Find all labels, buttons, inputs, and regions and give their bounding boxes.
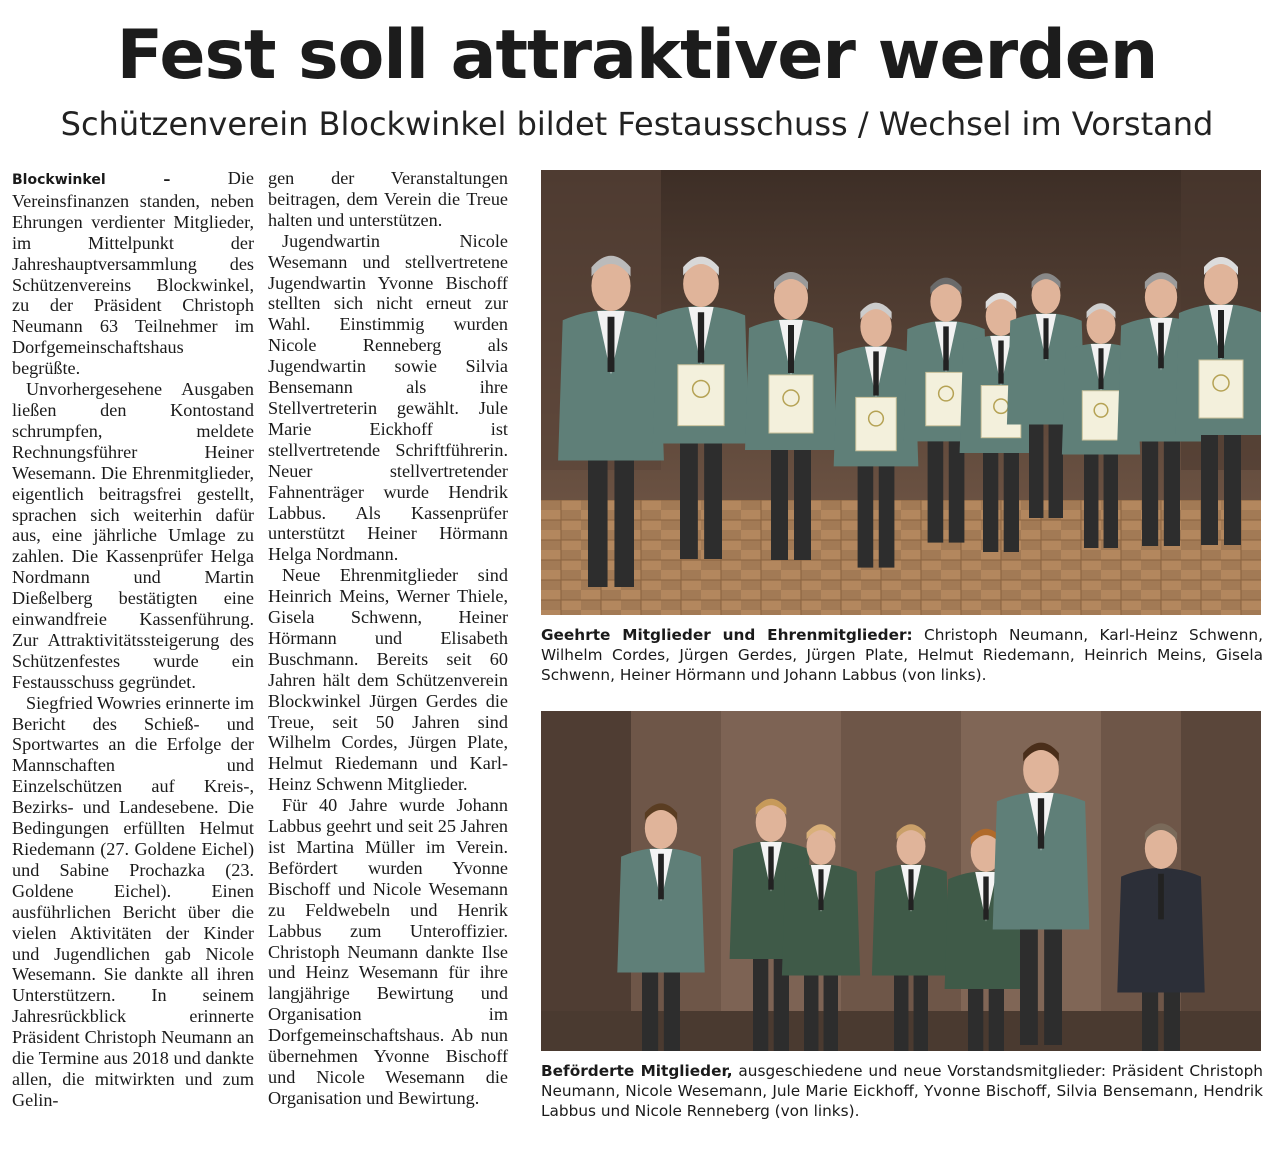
- paragraph: Siegfried Wowries erinnerte im Bericht des Schieß- und Sportwartes an die Erfolge der Mannschaften und Einzelschützen auf Kreis-, Bezirks- und Landesebene. Die Bedingungen erfüllten Helmut Riedemann (27. Goldene Eichel) und Sabine Prochazka (23. Goldene Eichel). Einen ausführlichen Bericht über die vielen Aktivitäten der Kinder und Jugendlichen gab Nicole Wesemann. Sie dankte all ihren Unterstützern. In seinem Jahresrückblick erinnerte Präsident Christoph Neumann an die Termine aus 2018 und dankte allen, die mitwirkten und zum Gelin-: [12, 692, 254, 1110]
- subheadline: Schützenverein Blockwinkel bildet Festausschuss / Wechsel im Vorstand: [60, 105, 1214, 143]
- paragraph: Unvorhergesehene Ausgaben ließen den Kontostand schrumpfen, meldete Rechnungsführer Heiner Wesemann. Die Ehrenmitglieder, eigentlich beitragsfrei gestellt, sprachen sich weiterhin dafür aus, eine jährliche Umlage zu zahlen. Die Kassenprüfer Helga Nordmann und Martin Dießelberg bestätigten eine einwandfreie Kassenführung. Zur Attraktivitätssteigerung des Schützenfestes wurde ein Festausschuss gegründet.: [12, 379, 254, 692]
- group-photo-honored-members: [541, 170, 1261, 615]
- paragraph: Für 40 Jahre wurde Johann Labbus geehrt und seit 25 Jahren ist Martina Müller im Verein. Befördert wurden Yvonne Bischoff und Nicole Wesemann zu Feldwebeln und Henrik Labbus zum Unteroffizier. Christoph Neumann dankte Ilse und Heinz Wesemann für ihre langjährige Bewirtung und Organisation im Dorfgemeinschaftshaus. Ab nun übernehmen Yvonne Bischoff und Nicole Wesemann die Organisation und Bewirtung.: [268, 795, 508, 1108]
- paragraph: [12, 168, 254, 379]
- group-photo-promoted-members: [541, 711, 1261, 1051]
- paragraph: Neue Ehrenmitglieder sind Heinrich Meins, Werner Thiele, Gisela Schwenn, Heiner Hörmann und Elisabeth Buschmann. Bereits seit 60 Jahren hält dem Schützenverein Blockwinkel Jürgen Gerdes die Treue, seit 50 Jahren sind Wilhelm Cordes, Jürgen Plate, Helmut Riedemann und Karl-Heinz Schwenn Mitglieder.: [268, 565, 508, 795]
- paragraph-text: Die Vereinsfinanzen standen, neben Ehrungen verdienter Mitglieder, im Mittelpunkt der Jahreshauptversammlung des Schützenvereins Blockwinkel, zu der Präsident Christoph Neumann 63 Teilnehmer im Dorfgemeinschaftshaus begrüßte.: [12, 168, 254, 379]
- caption-lead: Beförderte Mitglieder,: [541, 1062, 733, 1080]
- article-column-2: [268, 168, 508, 1109]
- photo-caption-1: [541, 625, 1263, 685]
- caption-text: Christoph Neumann, Karl-Heinz Schwenn, Wilhelm Cordes, Jürgen Gerdes, Jürgen Plate, Helmut Riedemann, Heinrich Meins, Gisela Schwenn, Heiner Hörmann und Johann Labbus (von links).: [541, 626, 1263, 684]
- article-column-1: [12, 168, 254, 1111]
- caption-text: ausgeschiedene und neue Vorstandsmitglieder: Präsident Christoph Neumann, Nicole Wesemann, Jule Marie Eickhoff, Yvonne Bischoff, Silvia Bensemann, Hendrik Labbus und Nicole Renneberg (von links).: [541, 1062, 1263, 1120]
- paragraph: Jugendwartin Nicole Wesemann und stellvertretene Jugendwartin Yvonne Bischoff stellten sich nicht erneut zur Wahl. Einstimmig wurden Nicole Renneberg als Jugendwartin sowie Silvia Bensemann als ihre Stellvertreterin gewählt. Jule Marie Eickhoff ist stellvertretende Schriftführerin. Neuer stellvertretender Fahnenträger wurde Hendrik Labbus. Als Kassenprüfer unterstützt Heiner Hörmann Helga Nordmann.: [268, 230, 508, 565]
- paragraph: gen der Veranstaltungen beitragen, dem Verein die Treue halten und unterstützen.: [268, 168, 508, 230]
- caption-lead: Geehrte Mitglieder und Ehrenmitglieder:: [541, 626, 913, 644]
- dateline: Blockwinkel –: [12, 172, 171, 188]
- photo-caption-2: [541, 1061, 1263, 1121]
- headline: Fest soll attraktiver werden: [116, 16, 1158, 95]
